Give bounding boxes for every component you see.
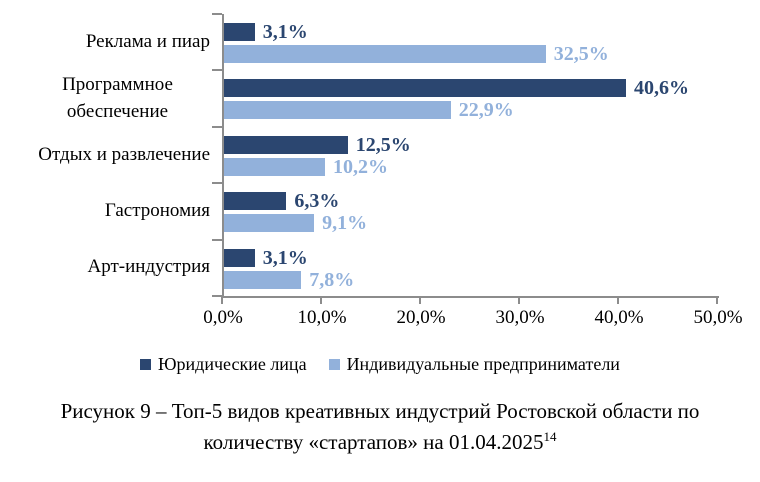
bar-value-label: 12,5% [355,133,411,156]
category-label-software: Программное обеспечение [62,73,173,122]
x-axis-tick [320,296,322,304]
x-axis-tick [221,296,223,304]
x-axis-tick [419,296,421,304]
bar-value-label: 32,5% [553,43,609,65]
plot-area [222,14,719,298]
bar-legal-entities [224,136,348,154]
legend [0,354,760,375]
bar-individual-entrepreneurs [224,271,301,289]
figure-caption [0,396,760,458]
bar-value-label: 6,3% [294,190,340,213]
bar-value-label: 10,2% [332,155,388,178]
legend-item-individual-entrepreneurs [329,354,620,375]
bar-individual-entrepreneurs [224,45,546,63]
x-tick-label: 30,0% [495,307,545,328]
bar-row [224,190,719,213]
y-axis-tick [212,13,222,15]
bar-legal-entities [224,192,286,210]
category-label-gastronomy: Гастрономия [104,199,210,221]
legend-swatch-light-blue [329,359,340,370]
x-tick-label: 40,0% [594,307,644,328]
y-axis-tick [212,239,222,241]
x-tick-label: 0,0% [203,307,243,328]
category-label-leisure: Отдых и развлечение [38,143,210,165]
bar-value-label: 40,6% [633,77,689,100]
category-label-advertising: Реклама и пиар [85,30,210,52]
x-tick-label: 50,0% [693,307,743,328]
x-tick-label: 10,0% [297,307,347,328]
legend-swatch-dark-blue [140,359,151,370]
bar-legal-entities [224,79,626,97]
x-axis-tick [716,296,718,304]
bar-row [224,155,719,178]
bar-value-label: 22,9% [458,99,514,122]
legend-item-legal-entities [140,354,307,375]
bar-value-label: 7,8% [309,268,355,291]
bar-value-label: 3,1% [262,246,308,269]
bar-individual-entrepreneurs [224,158,325,176]
x-axis-tick [518,296,520,304]
bar-row [224,133,719,156]
caption-line-2: количеству «стартапов» на 01.04.2025$^{14}$ [203,429,557,454]
caption-line-1: Рисунок 9 – Топ-5 видов креативных индустрий Ростовской области по [60,399,700,423]
bar-individual-entrepreneurs [224,214,314,232]
bar-row [224,268,719,291]
bar-row [224,212,719,235]
bar-row [224,77,719,100]
bar-row [224,45,719,63]
footnote-reference: 14 [543,429,557,444]
y-axis-tick [212,69,222,71]
bar-row [224,246,719,269]
bar-legal-entities [224,249,255,267]
x-tick-label: 20,0% [396,307,446,328]
x-axis-tick [617,296,619,304]
y-axis-tick [212,126,222,128]
y-axis-tick [212,182,222,184]
bar-value-label: 9,1% [322,212,368,235]
legend-label: Индивидуальные предприниматели [346,354,620,374]
bar-individual-entrepreneurs [224,101,451,119]
legend-label: Юридические лица [158,354,307,374]
category-label-art-industry: Арт-индустрия [87,256,210,278]
bar-legal-entities [224,23,255,41]
bar-value-label: 3,1% [262,21,308,43]
bar-row [224,23,719,41]
bar-row [224,99,719,122]
